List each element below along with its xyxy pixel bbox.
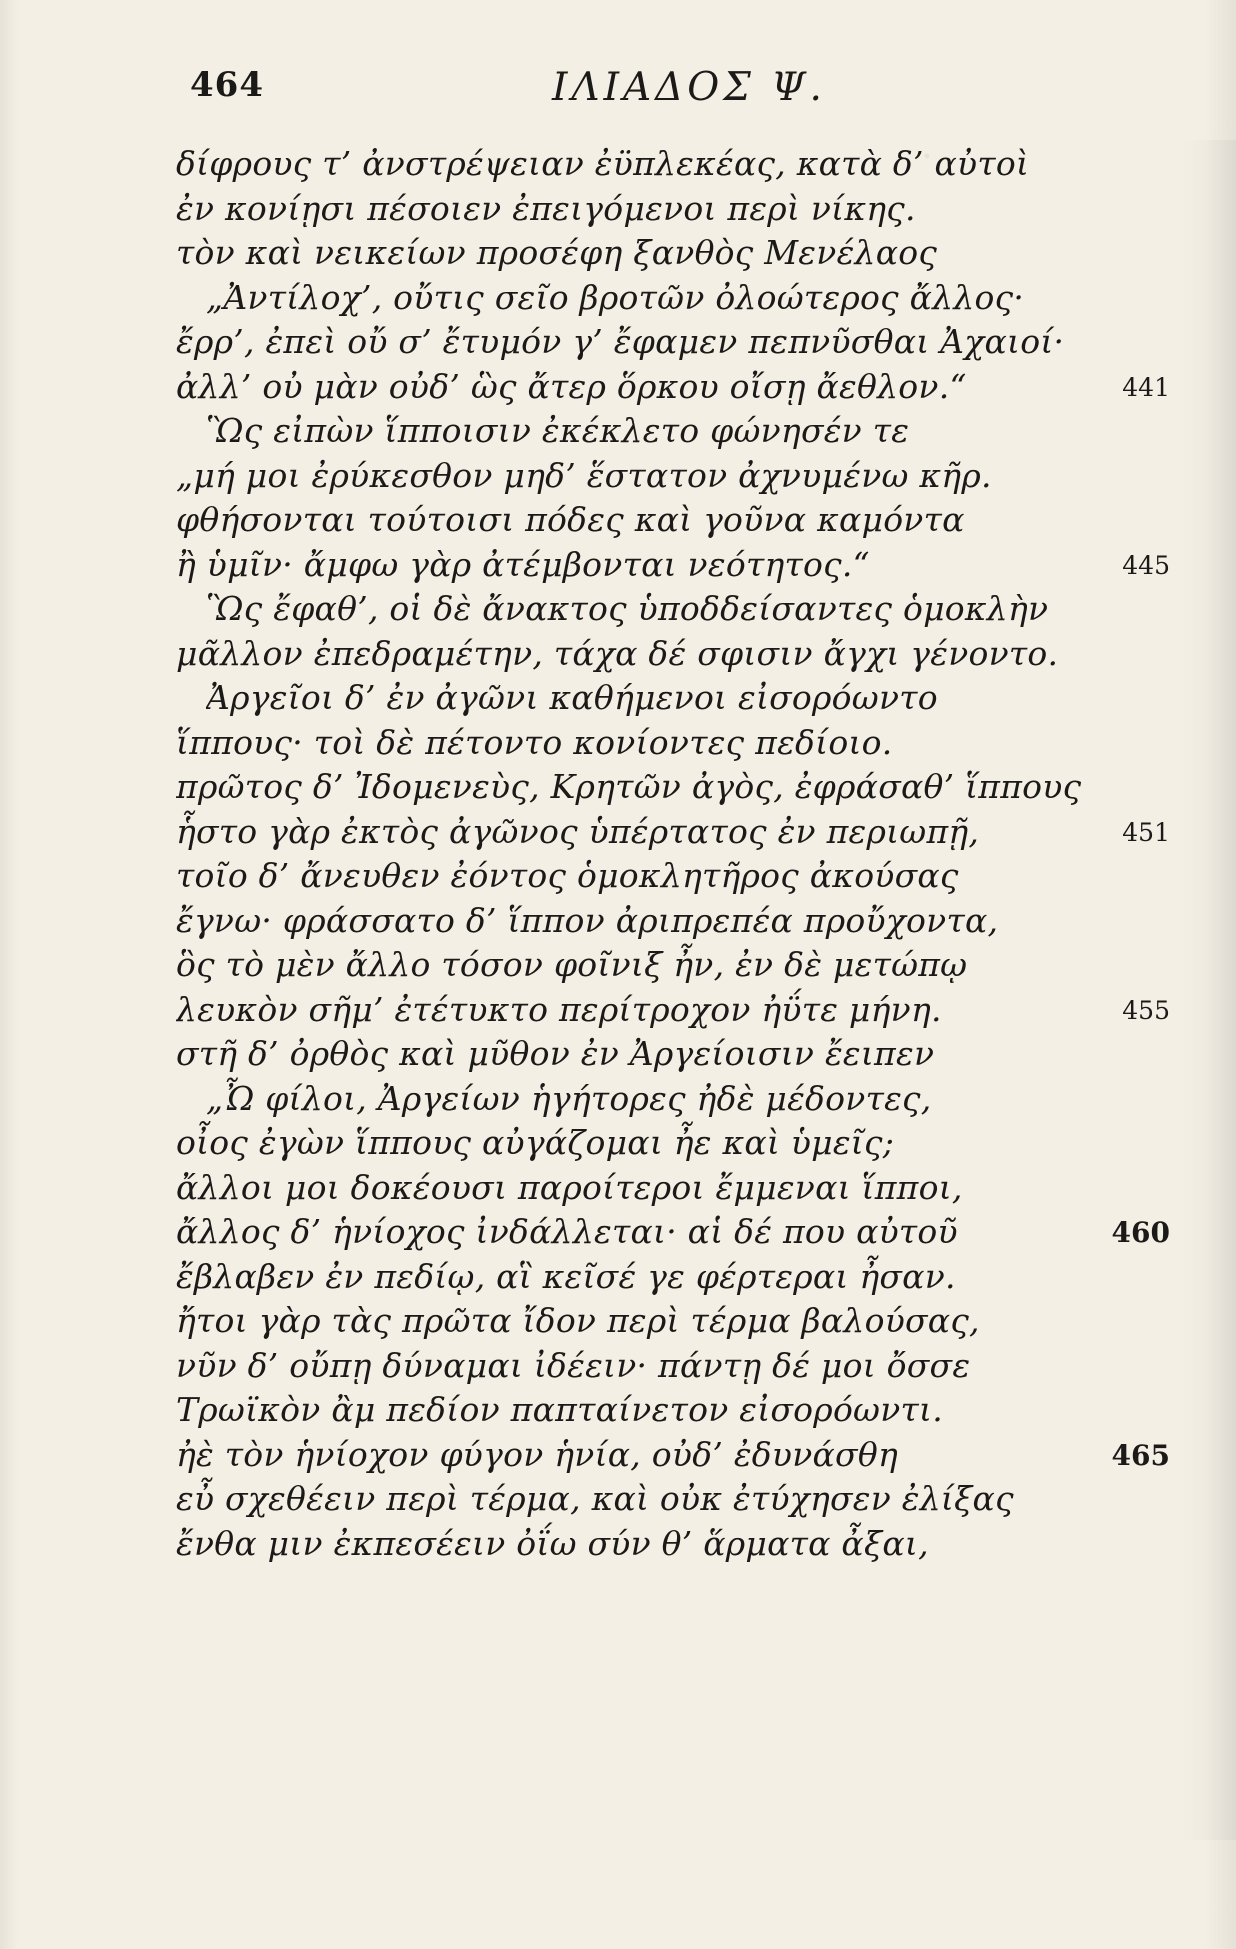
verse-text: ἔγνω· φράσσατο δ’ ἵππον ἀριπρεπέα προὔχοντα, <box>176 900 999 940</box>
verse-text: „Ὦ φίλοι, Ἀργείων ἡγήτορες ἠδὲ μέδοντες, <box>206 1078 932 1118</box>
verse-text: εὖ σχεθέειν περὶ τέρμα, καὶ οὐκ ἐτύχησεν ἐλίξας <box>176 1479 1014 1518</box>
verse-text: λευκὸν σῆμ’ ἐτέτυκτο περίτροχον ἠΰτε μήνη. <box>176 989 942 1029</box>
verse-text: ἔρρ’, ἐπεὶ οὔ σ’ ἔτυμόν γ’ ἔφαμεν πεπνῦσθαι Ἀχαιοί· <box>176 322 1065 361</box>
text-line <box>176 409 1186 454</box>
text-line <box>176 142 1186 187</box>
right-margin-shadow <box>1182 140 1236 1840</box>
text-line <box>176 1477 1186 1522</box>
greek-text-block <box>176 142 1186 1566</box>
text-line <box>176 1210 1186 1255</box>
line-number: 460 <box>1111 1216 1170 1249</box>
text-line <box>176 365 1186 410</box>
text-line <box>176 1388 1186 1433</box>
verse-text: ἔβλαβεν ἐν πεδίῳ, αἳ κεῖσέ γε φέρτεραι ἦσαν. <box>176 1256 956 1296</box>
verse-text: ἢ ὑμῖν· ἄμφω γὰρ ἀτέμβονται νεότητος.“ <box>176 544 870 584</box>
text-line <box>176 988 1186 1033</box>
text-line <box>176 231 1186 276</box>
verse-text: ἐν κονίῃσι πέσοιεν ἐπειγόμενοι περὶ νίκης. <box>176 188 916 228</box>
verse-text: στῆ δ’ ὀρθὸς καὶ μῦθον ἐν Ἀργείοισιν ἔειπεν <box>176 1034 935 1073</box>
verse-text: „Ἀντίλοχ’, οὔτις σεῖο βροτῶν ὀλοώτερος ἄλλος· <box>206 277 1025 317</box>
text-line <box>176 676 1186 721</box>
text-line <box>176 1344 1186 1389</box>
verse-text: ἔνθα μιν ἐκπεσέειν ὀΐω σύν θ’ ἅρματα ἆξαι, <box>176 1523 929 1563</box>
text-line <box>176 1166 1186 1211</box>
verse-text: ἧστο γὰρ ἐκτὸς ἀγῶνος ὑπέρτατος ἐν περιωπῇ, <box>176 811 980 851</box>
text-line <box>176 943 1186 988</box>
verse-text: „μή μοι ἐρύκεσθον μηδ’ ἕστατον ἀχνυμένω κῆρ. <box>176 455 992 495</box>
verse-text: ὃς τὸ μὲν ἄλλο τόσον φοῖνιξ ἦν, ἐν δὲ μετώπῳ <box>176 945 968 984</box>
verse-text: τοῖο δ’ ἄνευθεν ἐόντος ὁμοκλητῆρος ἀκούσας <box>176 856 959 895</box>
verse-text: δίφρους τ’ ἀνστρέψειαν ἐϋπλεκέας, κατὰ δ’ αὐτοὶ <box>176 144 1030 183</box>
line-number: 451 <box>1122 817 1170 847</box>
verse-text: Ἀργεῖοι δ’ ἐν ἀγῶνι καθήμενοι εἰσορόωντο <box>206 678 938 717</box>
text-line <box>176 810 1186 855</box>
text-line <box>176 899 1186 944</box>
text-line <box>176 632 1186 677</box>
text-line <box>176 1522 1186 1567</box>
verse-text: οἶος ἐγὼν ἵππους αὐγάζομαι ἦε καὶ ὑμεῖς; <box>176 1123 895 1162</box>
text-line <box>176 854 1186 899</box>
text-line <box>176 721 1186 766</box>
page-header <box>180 65 1200 123</box>
text-line <box>176 320 1186 365</box>
verse-text: Ὣς εἰπὼν ἵπποισιν ἐκέκλετο φώνησέν τε <box>206 411 910 450</box>
verse-text: νῦν δ’ οὔπῃ δύναμαι ἰδέειν· πάντῃ δέ μοι ὄσσε <box>176 1345 971 1385</box>
text-line <box>176 765 1186 810</box>
text-line <box>176 1255 1186 1300</box>
text-line <box>176 1121 1186 1166</box>
verse-text: τὸν καὶ νεικείων προσέφη ξανθὸς Μενέλαος <box>176 233 938 272</box>
text-line <box>176 1077 1186 1122</box>
verse-text: ἤτοι γὰρ τὰς πρῶτα ἴδον περὶ τέρμα βαλούσας, <box>176 1301 980 1340</box>
line-number: 455 <box>1122 995 1170 1025</box>
text-line <box>176 1299 1186 1344</box>
line-number: 445 <box>1122 550 1170 580</box>
verse-text: ἄλλος δ’ ἡνίοχος ἰνδάλλεται· αἱ δέ που αὐτοῦ <box>176 1212 958 1251</box>
verse-text: ἄλλοι μοι δοκέουσι παροίτεροι ἔμμεναι ἵπποι, <box>176 1167 963 1207</box>
text-line <box>176 498 1186 543</box>
text-line <box>176 1032 1186 1077</box>
running-title: ΙΛΙΑΔΟΣ Ψ. <box>552 65 826 110</box>
verse-text: φθήσονται τούτοισι πόδες καὶ γοῦνα καμόντα <box>176 500 965 539</box>
text-line <box>176 587 1186 632</box>
text-line <box>176 543 1186 588</box>
line-number: 465 <box>1111 1438 1170 1472</box>
verse-text: πρῶτος δ’ Ἰδομενεὺς, Κρητῶν ἀγὸς, ἐφράσαθ’ ἵππους <box>176 767 1082 806</box>
verse-text: ἠὲ τὸν ἡνίοχον φύγον ἡνία, οὐδ’ ἐδυνάσθη <box>176 1434 898 1474</box>
verse-text: Τρωϊκὸν ἂμ πεδίον παπταίνετον εἰσορόωντι. <box>176 1390 943 1429</box>
text-line <box>176 276 1186 321</box>
verse-text: μᾶλλον ἐπεδραμέτην, τάχα δέ σφισιν ἄγχι γένοντο. <box>176 633 1059 673</box>
page-number: 464 <box>190 65 264 105</box>
text-line <box>176 187 1186 232</box>
text-line <box>176 1433 1186 1478</box>
verse-text: ἀλλ’ οὐ μὰν οὐδ’ ὣς ἄτερ ὅρκου οἴσῃ ἄεθλον.“ <box>176 366 967 406</box>
line-number: 441 <box>1122 372 1170 402</box>
verse-text: Ὣς ἔφαθ’, οἱ δὲ ἄνακτος ὑποδδείσαντες ὁμοκλὴν <box>206 589 1049 628</box>
verse-text: ἵππους· τοὶ δὲ πέτοντο κονίοντες πεδίοιο. <box>176 722 893 762</box>
text-line <box>176 454 1186 499</box>
